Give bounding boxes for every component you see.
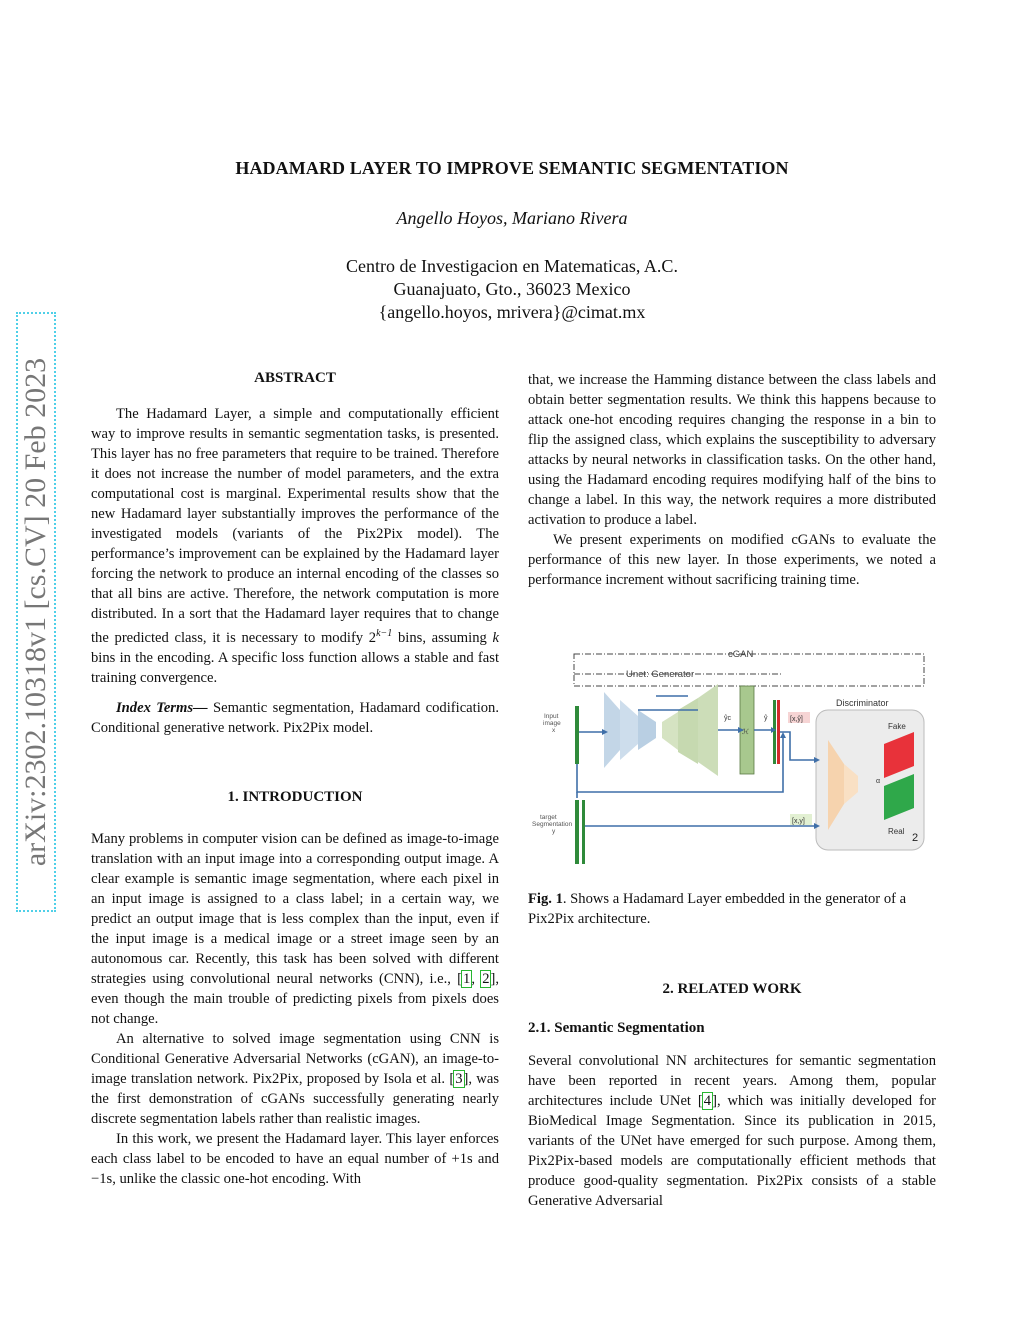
- fake-pair-label: [x,ŷ]: [790, 716, 803, 723]
- affiliation-institute: Centro de Investigacion en Matematicas, A.C.: [346, 256, 678, 276]
- output-bar-green: [773, 700, 776, 764]
- right-column-text: [528, 370, 936, 590]
- abstract-body: [91, 404, 499, 738]
- generator-label: Unet: Generator: [626, 669, 695, 680]
- decoder-block-1: [662, 712, 678, 750]
- input-label-3: x: [552, 727, 556, 734]
- affiliation: [0, 255, 1024, 324]
- fake-label: Fake: [888, 722, 906, 731]
- related-work-heading: 2. RELATED WORK: [662, 981, 802, 997]
- intro-paragraph-1: Many problems in computer vision can be defined as image-to-image translation with an input image into a corresponding output image. A clear example is semantic image segmentation, where each pixel in an input image is assigned to a class label; in a certain way, we predict an output image that is less complex than the input, even if the input image is a medical image or a street image seen by an autonomous car. Recently, this task has been solved with different strategies using convolutional neural networks (CNN), i.e., [1, 2], even though the main trouble of predicting pixels from pixels does not change.: [91, 831, 499, 1027]
- arxiv-stamp[interactable]: [16, 312, 56, 912]
- intro-paragraph-4: that, we increase the Hamming distance between the class labels and obtain better segmentation results. We think this happens because to attack one-hot encoding requires changing the response in a bin to flip the assigned class, which explains the susceptibility to adversary attacks by neural networks in classification tasks. On the other hand, using the Hadamard encoding requires modifying half of the bins to change a label. In this way, the network requires a more distributed activation to produce a label.: [528, 372, 936, 528]
- target-label-3: y: [552, 828, 556, 835]
- citation-link[interactable]: 3: [455, 1071, 463, 1087]
- citation-link[interactable]: 1: [463, 971, 471, 987]
- target-bar-2: [582, 800, 585, 864]
- intro-paragraph-5: We present experiments on modified cGANs to evaluate the performance of this new layer. In those experiments, we noted a performance increment without sacrificing training time.: [528, 532, 936, 588]
- index-terms: Index Terms— Semantic segmentation, Hadamard codification. Conditional generative network. Pix2Pix model.: [91, 699, 499, 736]
- semantic-segmentation-subheading: 2.1. Semantic Segmentation: [528, 1020, 705, 1036]
- encoder-block-2: [620, 700, 638, 760]
- arxiv-stamp-text: arXiv:2302.10318v1 [cs.CV] 20 Feb 2023: [16, 312, 56, 912]
- cgan-label: cGAN: [728, 649, 754, 660]
- intro-paragraph-3: In this work, we present the Hadamard layer. This layer enforces each class label to be encoded to have an equal number of +1s and −1s, unlike the classic one-hot encoding. With: [91, 1131, 499, 1187]
- real-label: Real: [888, 827, 905, 836]
- discriminator-label: Discriminator: [836, 698, 889, 708]
- figure-1: [528, 640, 936, 890]
- decoder-block-3: [698, 684, 718, 776]
- decoder-block-2: [678, 698, 698, 764]
- target-bar-1: [575, 800, 579, 864]
- paper-authors: Angello Hoyos, Mariano Rivera: [396, 208, 628, 228]
- architecture-diagram: [528, 640, 936, 890]
- figure-caption: Fig. 1. Shows a Hadamard Layer embedded in the generator of a Pix2Pix architecture.: [528, 891, 907, 927]
- affiliation-emails: {angello.hoyos, mrivera}@cimat.mx: [378, 302, 646, 322]
- corner-number: 2: [912, 832, 919, 844]
- target-label-2: Segmentation: [532, 821, 573, 828]
- citation-link[interactable]: 4: [703, 1093, 712, 1109]
- introduction-body: [91, 829, 499, 1189]
- output-bar-red: [777, 700, 780, 764]
- target-label: target: [540, 814, 557, 821]
- input-label: Input: [544, 713, 559, 720]
- input-bar: [575, 706, 579, 764]
- abstract-heading: ABSTRACT: [254, 370, 336, 386]
- intro-paragraph-2: An alternative to solved image segmentation using CNN is Conditional Generative Adversarial Networks (cGAN), an image-to-image translation network. Pix2Pix, proposed by Isola et al. [3], was the first demonstration of cGANs successfully generating nearly discrete segmentation labels rather than realistic images.: [91, 1031, 500, 1127]
- related-work-paragraph: Several convolutional NN architectures for semantic segmentation have been reported in recent years. Among them, popular architectures include UNet [4], which was initially developed for BioMedical Image Segmentation. Since its publication in 2015, variants of the UNet have emerged for such purpose. Among them, Pix2Pix-based models are computationally efficient methods that produce good-quality segmentation. Pix2Pix consists of a stable Generative Adversarial: [528, 1053, 937, 1209]
- affiliation-address: Guanajuato, Gto., 36023 Mexico: [393, 279, 631, 299]
- paper-title: HADAMARD LAYER TO IMPROVE SEMANTIC SEGMENTATION: [235, 158, 789, 178]
- related-work-body: [528, 1051, 936, 1211]
- abstract-paragraph: The Hadamard Layer, a simple and computationally efficient way to improve results in semantic segmentation tasks, is presented. This layer has no free parameters that require to be trained. Therefore it does not increase the number of model parameters, and the extra computational cost is marginal. Experimental results show that the new Hadamard layer substantially improves the performance of the investigated models (variants of the Pix2Pix model). The performance’s improvement can be explained by the Hadamard layer forcing the network to produce an internal encoding of the classes so that all bins are active. Therefore, the network computation is more distributed. In a sort that the Hadamard layer requires that to change the predicted class, it is necessary to modify $2^{k-1}$ bins, assuming k bins in the encoding. A specific loss function allows a stable and fast training convergence.: [91, 406, 499, 686]
- yhat-label: ŷ: [764, 715, 768, 722]
- input-label-2: image: [543, 720, 561, 727]
- alpha-label: α: [876, 778, 881, 785]
- introduction-heading: 1. INTRODUCTION: [227, 789, 363, 805]
- real-pair-label: [x,y]: [792, 818, 805, 825]
- citation-link[interactable]: 2: [482, 971, 490, 987]
- yhat-c-label: ŷc: [724, 715, 731, 722]
- hadamard-label: ℋ: [742, 729, 749, 736]
- encoder-block-3: [638, 710, 656, 750]
- encoder-block-1: [604, 692, 620, 768]
